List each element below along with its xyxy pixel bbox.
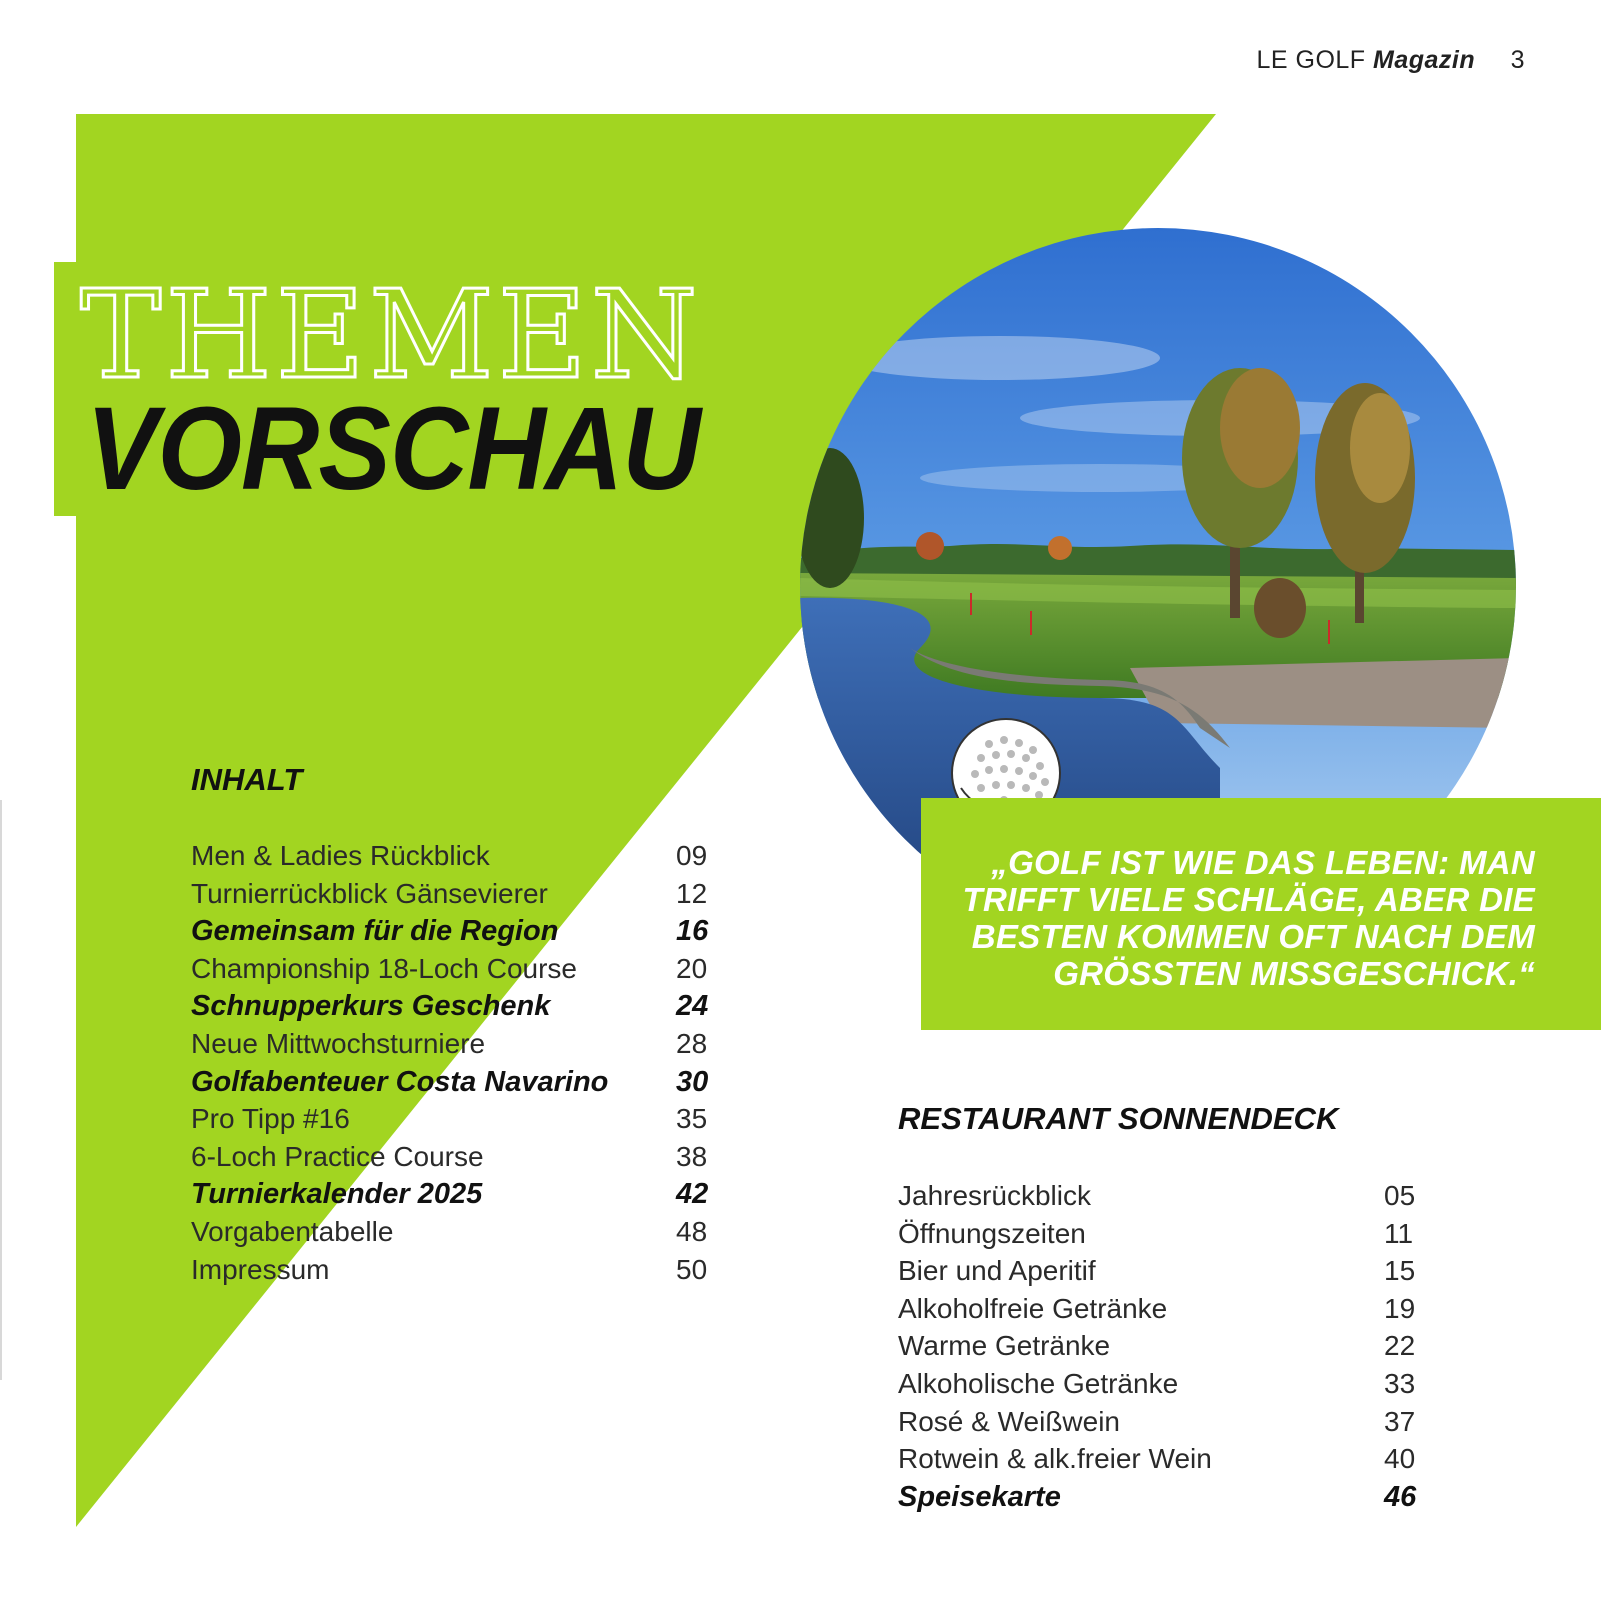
inhalt-item-page: 50 xyxy=(676,1253,708,1285)
inhalt-item-page: 24 xyxy=(676,990,709,1023)
restaurant-item-page: 40 xyxy=(1384,1443,1416,1475)
inhalt-item xyxy=(191,1213,731,1251)
inhalt-item xyxy=(191,837,731,875)
restaurant-item-page: 33 xyxy=(1384,1368,1416,1399)
inhalt-item xyxy=(191,950,731,988)
inhalt-item xyxy=(191,1175,731,1213)
inhalt-item-page: 16 xyxy=(676,915,709,948)
running-header xyxy=(1256,46,1525,75)
title-vorschau: VORSCHAU xyxy=(86,383,700,515)
inhalt-item-label: Turnierkalender 2025 xyxy=(191,1178,483,1211)
inhalt-item-page: 48 xyxy=(676,1216,708,1247)
restaurant-item-label: Rotwein & alk.freier Wein xyxy=(898,1443,1212,1475)
restaurant-item-page: 19 xyxy=(1384,1292,1416,1324)
restaurant-heading: RESTAURANT SONNENDECK xyxy=(898,1101,1339,1136)
quote-line: BESTEN KOMMEN OFT NACH DEM xyxy=(971,918,1535,955)
inhalt-item-label: Gemeinsam für die Region xyxy=(191,915,559,948)
inhalt-item-label: Impressum xyxy=(191,1253,330,1285)
inhalt-item-page: 28 xyxy=(676,1028,708,1059)
title-themen-text: THEMEN xyxy=(80,264,702,406)
inhalt-item-label: Vorgabentabelle xyxy=(191,1216,394,1247)
restaurant-item xyxy=(898,1215,1438,1253)
restaurant-item-label: Bier und Aperitif xyxy=(898,1255,1096,1287)
inhalt-item xyxy=(191,1138,731,1176)
inhalt-item xyxy=(191,1251,731,1289)
inhalt-item-page: 20 xyxy=(676,952,708,984)
restaurant-item-page: 05 xyxy=(1384,1180,1416,1211)
page-number: 3 xyxy=(1510,46,1525,74)
restaurant-item xyxy=(898,1177,1438,1215)
inhalt-heading: INHALT xyxy=(191,762,303,797)
inhalt-item-page: 30 xyxy=(676,1065,709,1098)
restaurant-item-page: 37 xyxy=(1384,1405,1416,1437)
restaurant-item-page: 15 xyxy=(1384,1255,1416,1287)
restaurant-item xyxy=(898,1478,1438,1516)
restaurant-item xyxy=(898,1440,1438,1478)
inhalt-item xyxy=(191,875,731,913)
inhalt-item-page: 35 xyxy=(676,1103,708,1135)
inhalt-item-label: Golfabenteuer Costa Navarino xyxy=(191,1065,609,1098)
restaurant-item-page: 22 xyxy=(1384,1330,1416,1362)
inhalt-item-label: Neue Mittwochsturniere xyxy=(191,1028,486,1059)
inhalt-item-label: Men & Ladies Rückblick xyxy=(191,840,490,871)
inhalt-item-page: 42 xyxy=(676,1178,709,1211)
restaurant-item-label: Alkoholische Getränke xyxy=(898,1368,1179,1399)
inhalt-item-label: Turnierrückblick Gänsevierer xyxy=(191,877,548,909)
restaurant-item-page: 46 xyxy=(1384,1480,1417,1513)
restaurant-item-label: Warme Getränke xyxy=(898,1330,1111,1362)
restaurant-item-label: Alkoholfreie Getränke xyxy=(898,1292,1168,1324)
restaurant-item xyxy=(898,1252,1438,1290)
restaurant-item-label: Öffnungszeiten xyxy=(898,1217,1086,1249)
quote-text xyxy=(915,844,1535,992)
inhalt-item-page: 09 xyxy=(676,840,708,871)
restaurant-item-label: Speisekarte xyxy=(898,1480,1061,1513)
page-edge-line xyxy=(0,800,2,1380)
restaurant-item xyxy=(898,1327,1438,1365)
restaurant-item xyxy=(898,1365,1438,1403)
restaurant-item-label: Jahresrückblick xyxy=(898,1180,1091,1211)
quote-line: GRÖSSTEN MISSGESCHICK.“ xyxy=(1053,955,1535,992)
quote-box xyxy=(921,798,1601,1030)
header-magazine: Magazin xyxy=(1373,46,1476,74)
inhalt-item-label: Championship 18-Loch Course xyxy=(191,952,577,984)
inhalt-item xyxy=(191,1025,731,1063)
restaurant-item xyxy=(898,1290,1438,1328)
header-brand: LE GOLF xyxy=(1256,46,1366,74)
inhalt-item-page: 38 xyxy=(676,1140,708,1172)
inhalt-item-label: 6-Loch Practice Course xyxy=(191,1140,484,1172)
quote-line: „GOLF IST WIE DAS LEBEN: MAN xyxy=(991,844,1535,881)
inhalt-item-label: Pro Tipp #16 xyxy=(191,1103,350,1135)
inhalt-item xyxy=(191,1063,731,1101)
inhalt-item xyxy=(191,987,731,1025)
restaurant-item xyxy=(898,1403,1438,1441)
quote-line: TRIFFT VIELE SCHLÄGE, ABER DIE xyxy=(962,881,1535,918)
inhalt-item xyxy=(191,1100,731,1138)
restaurant-item-label: Rosé & Weißwein xyxy=(898,1405,1121,1437)
inhalt-item-page: 12 xyxy=(676,877,708,909)
inhalt-item xyxy=(191,912,731,950)
inhalt-item-label: Schnupperkurs Geschenk xyxy=(191,990,551,1023)
title-themen xyxy=(80,264,702,406)
restaurant-item-page: 11 xyxy=(1384,1217,1414,1249)
